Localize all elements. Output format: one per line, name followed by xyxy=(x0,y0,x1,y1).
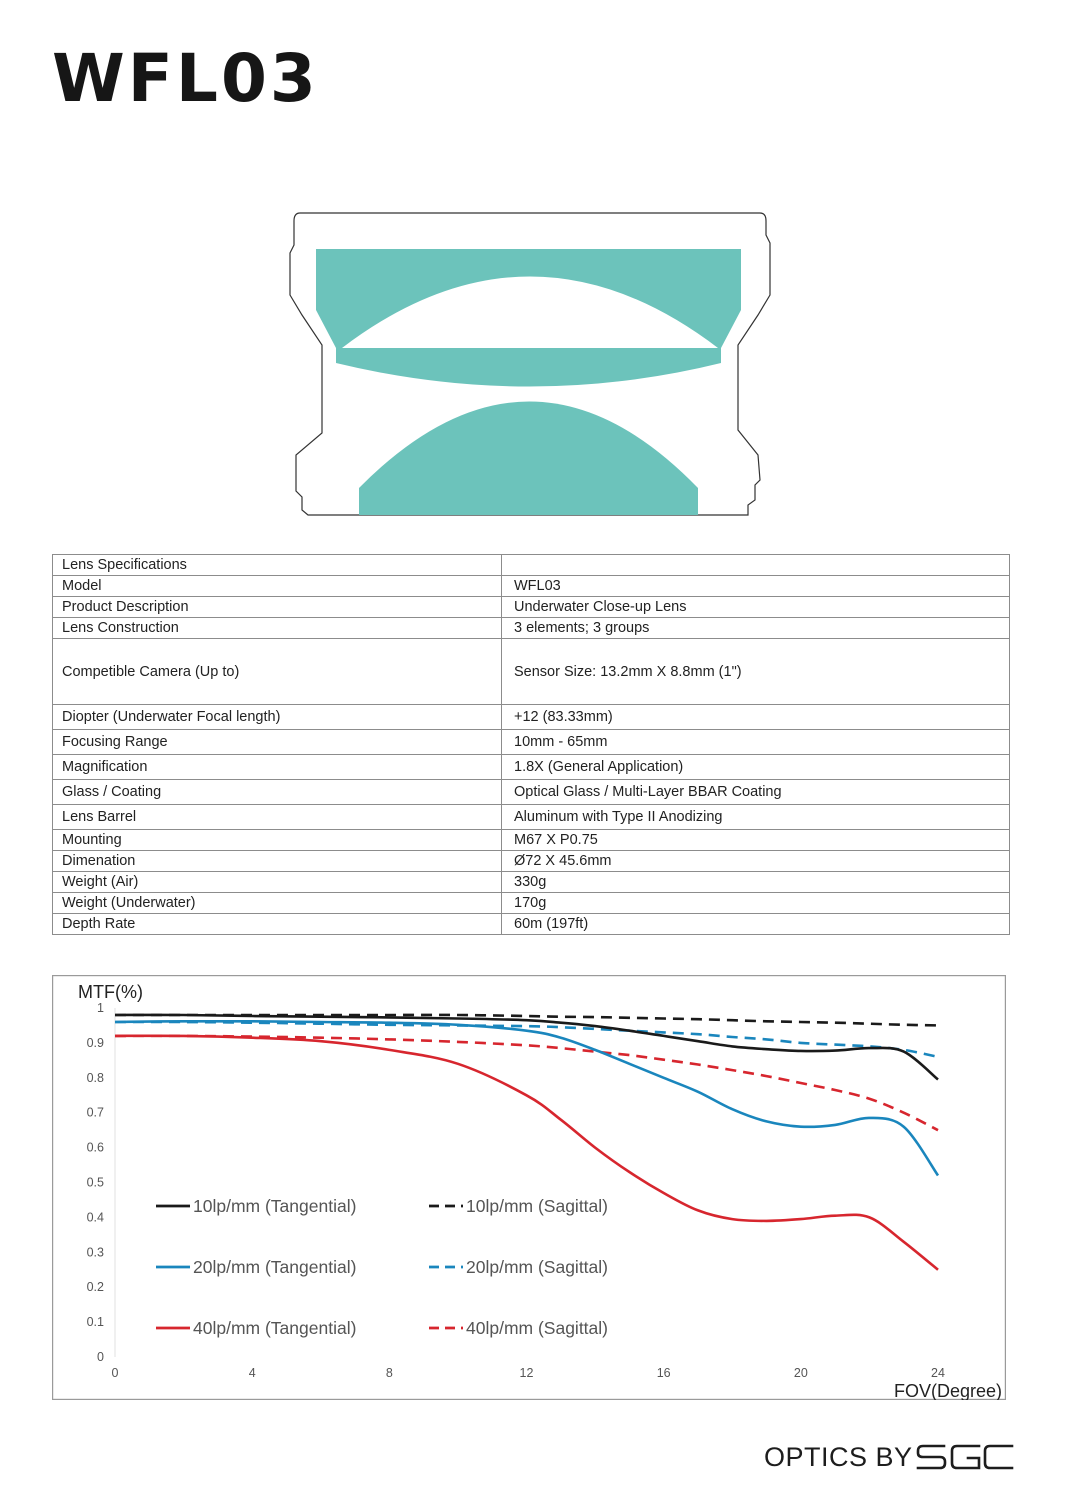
spec-label: Product Description xyxy=(53,597,502,618)
spec-value: +12 (83.33mm) xyxy=(502,705,1010,730)
x-tick-label: 12 xyxy=(519,1366,534,1380)
spec-label: Lens Construction xyxy=(53,618,502,639)
spec-value: Ø72 X 45.6mm xyxy=(502,851,1010,872)
y-tick-label: 0 xyxy=(97,1350,104,1364)
spec-label: Competible Camera (Up to) xyxy=(53,639,502,705)
table-header-empty xyxy=(502,555,1010,576)
y-tick-label: 0.3 xyxy=(86,1245,104,1260)
y-axis-label: MTF(%) xyxy=(78,982,143,1002)
page-title: WFL03 xyxy=(52,40,319,117)
table-row-barrel xyxy=(53,805,1010,830)
spec-label: Depth Rate xyxy=(53,914,502,935)
table-row-depth xyxy=(53,914,1010,935)
x-tick-label: 24 xyxy=(931,1366,945,1380)
sgc-logo-icon xyxy=(916,1443,1014,1471)
mtf-chart xyxy=(52,975,1006,1400)
legend-label: 10lp/mm (Sagittal) xyxy=(466,1196,608,1216)
spec-value: 330g xyxy=(502,872,1010,893)
table-row-camera xyxy=(53,639,1010,705)
spec-value: WFL03 xyxy=(502,576,1010,597)
spec-value: M67 X P0.75 xyxy=(502,830,1010,851)
spec-label: Mounting xyxy=(53,830,502,851)
footer-brand xyxy=(764,1440,1014,1474)
table-row-construction xyxy=(53,618,1010,639)
x-tick-label: 4 xyxy=(248,1366,256,1380)
table-row-description xyxy=(53,597,1010,618)
table-row-glass xyxy=(53,780,1010,805)
spec-label: Glass / Coating xyxy=(53,780,502,805)
table-row-magnification xyxy=(53,755,1010,780)
legend-label: 40lp/mm (Sagittal) xyxy=(466,1318,608,1338)
spec-value: Aluminum with Type II Anodizing xyxy=(502,805,1010,830)
y-tick-label: 0.2 xyxy=(86,1280,104,1295)
spec-value: Underwater Close-up Lens xyxy=(502,597,1010,618)
y-tick-label: 0.1 xyxy=(86,1315,104,1330)
x-tick-label: 8 xyxy=(385,1366,393,1380)
y-tick-label: 0.6 xyxy=(86,1140,104,1155)
table-row-dimension xyxy=(53,851,1010,872)
legend-label: 20lp/mm (Sagittal) xyxy=(466,1257,608,1277)
spec-value: 3 elements; 3 groups xyxy=(502,618,1010,639)
lens-specifications-table xyxy=(52,554,1010,935)
spec-value: 10mm - 65mm xyxy=(502,730,1010,755)
spec-label: Model xyxy=(53,576,502,597)
spec-label: Magnification xyxy=(53,755,502,780)
spec-label: Dimenation xyxy=(53,851,502,872)
spec-label: Lens Barrel xyxy=(53,805,502,830)
table-row-model xyxy=(53,576,1010,597)
legend-label: 40lp/mm (Tangential) xyxy=(193,1318,357,1338)
spec-label: Weight (Air) xyxy=(53,872,502,893)
lens-cross-section-diagram xyxy=(280,205,780,525)
y-tick-label: 0.4 xyxy=(86,1210,104,1225)
x-tick-label: 20 xyxy=(793,1366,808,1380)
table-row-mounting xyxy=(53,830,1010,851)
legend-label: 20lp/mm (Tangential) xyxy=(193,1257,357,1277)
y-tick-label: 1 xyxy=(97,1001,104,1015)
y-tick-label: 0.9 xyxy=(86,1035,104,1050)
spec-label: Weight (Underwater) xyxy=(53,893,502,914)
spec-label: Focusing Range xyxy=(53,730,502,755)
brand-prefix: OPTICS BY xyxy=(764,1442,913,1472)
table-header: Lens Specifications xyxy=(53,555,502,576)
y-tick-label: 0.7 xyxy=(86,1105,104,1120)
spec-value: Sensor Size: 13.2mm X 8.8mm (1") xyxy=(502,639,1010,705)
x-axis-label: FOV(Degree) xyxy=(893,1381,1002,1400)
x-tick-label: 0 xyxy=(111,1366,119,1380)
spec-value: 170g xyxy=(502,893,1010,914)
table-row-weight-underwater xyxy=(53,893,1010,914)
spec-value: 60m (197ft) xyxy=(502,914,1010,935)
y-tick-label: 0.5 xyxy=(86,1175,104,1190)
table-header-row xyxy=(53,555,1010,576)
spec-value: Optical Glass / Multi-Layer BBAR Coating xyxy=(502,780,1010,805)
table-row-diopter xyxy=(53,705,1010,730)
x-tick-label: 16 xyxy=(656,1366,671,1380)
spec-label: Diopter (Underwater Focal length) xyxy=(53,705,502,730)
table-row-focusing xyxy=(53,730,1010,755)
table-row-weight-air xyxy=(53,872,1010,893)
legend-label: 10lp/mm (Tangential) xyxy=(193,1196,357,1216)
spec-value: 1.8X (General Application) xyxy=(502,755,1010,780)
y-tick-label: 0.8 xyxy=(86,1070,104,1085)
